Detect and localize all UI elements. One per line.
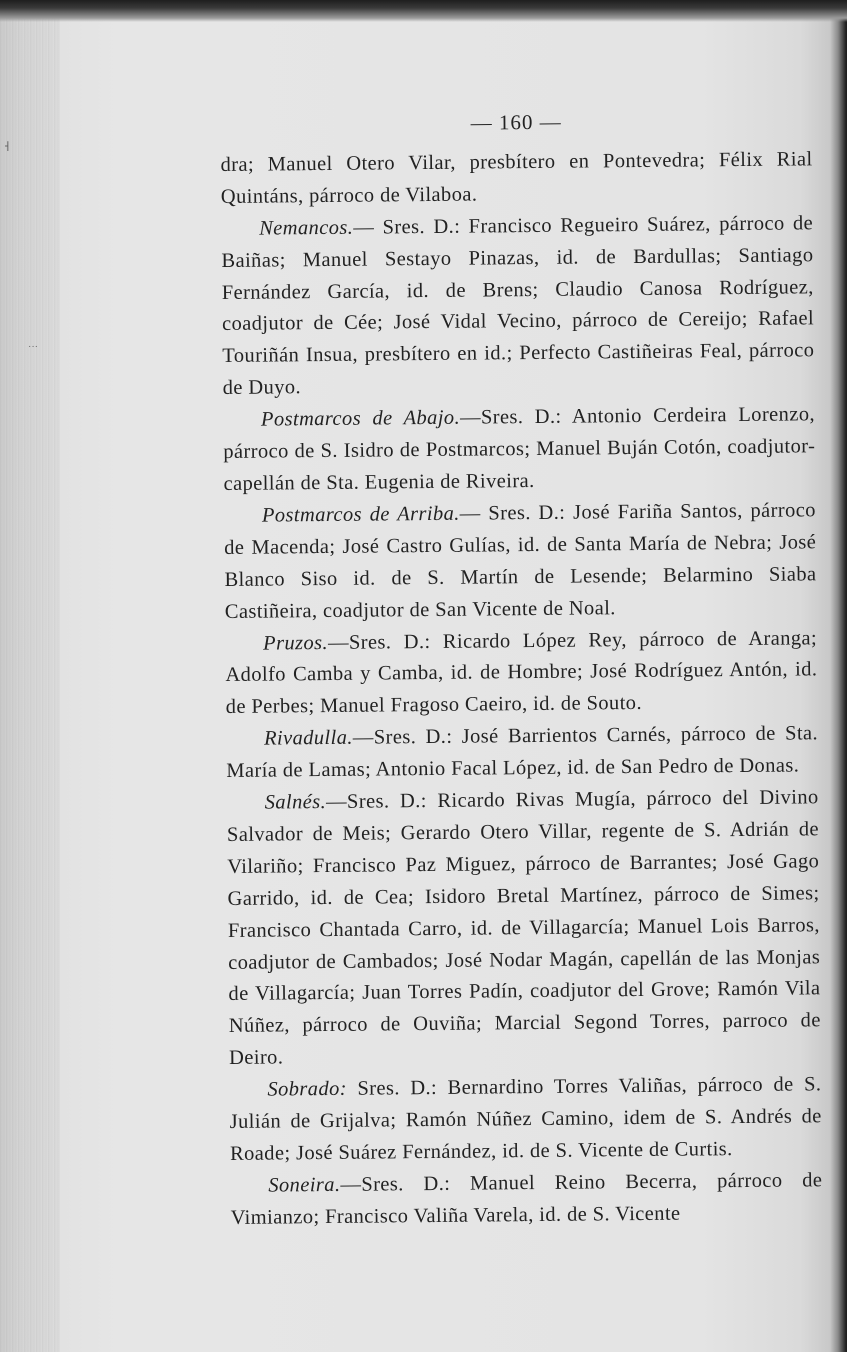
page-content	[220, 104, 823, 1234]
paragraph-text: —Sres. D.: Manuel Reino Becerra, párroco de Vimianzo; Francisco Valiña Varela, id. de S. Vicente	[230, 1169, 823, 1229]
page-number: — 160 —	[470, 109, 562, 135]
place-name: Salnés.	[264, 791, 327, 814]
place-name: Postmarcos de Abajo.	[260, 406, 461, 431]
paragraph-nemancos	[221, 208, 815, 405]
paragraph-sobrado	[229, 1069, 822, 1170]
paragraph-postmarcos-arriba	[224, 495, 817, 628]
paragraph-text: — Sres. D.: José Fariña Santos, párroco de Macenda; José Castro Gulías, id. de Santa María de Nebra; José Blanco Siso id. de S. Martín de Lesende; Belarmino Siaba Castiñeira, coadjutor de San Vicente de Noal.	[224, 499, 817, 623]
paragraph-salnes	[227, 782, 822, 1075]
place-name: Nemancos.	[259, 216, 354, 240]
book-page-edges	[0, 18, 60, 1352]
place-name: Rivadulla.	[263, 726, 353, 750]
margin-mark: ˙˙˙	[28, 345, 38, 356]
paragraph-text: —Sres. D.: Antonio Cerdeira Lorenzo, párroco de S. Isidro de Postmarcos; Manuel Buján Cotón, coadjutor-capellán de Sta. Eugenia de Riveira.	[223, 403, 816, 495]
place-name: Soneira.	[268, 1173, 341, 1197]
place-name: Pruzos.	[263, 631, 329, 655]
paragraph-text: dra; Manuel Otero Vilar, presbítero en Pontevedra; Félix Rial Quintáns, párroco de Vilaboa.	[220, 148, 813, 208]
paragraph-text: —Sres. D.: José Barrientos Carnés, párroco de Sta. María de Lamas; Antonio Facal López, id. de San Pedro de Donas.	[226, 722, 819, 783]
paragraph-rivadulla	[226, 719, 819, 788]
top-shadow	[0, 0, 847, 22]
paragraph-soneira	[230, 1165, 823, 1234]
paragraph-pruzos	[225, 623, 818, 724]
paragraph-text: —Sres. D.: Ricardo López Rey, párroco de Aranga; Adolfo Camba y Camba, id. de Hombre; José Rodríguez Antón, id. de Perbes; Manuel Fragoso Caeiro, id. de Souto.	[225, 626, 818, 719]
paragraph-text: Sres. D.: Bernardino Torres Valiñas, párroco de S. Julián de Grijalva; Ramón Núñez Camino, idem de S. Andrés de Roade; José Suárez Fernández, id. de S. Vicente de Curtis.	[229, 1073, 822, 1165]
place-name: Sobrado:	[267, 1078, 348, 1101]
margin-mark: ˧	[4, 140, 10, 155]
place-name: Postmarcos de Arriba.	[261, 502, 460, 527]
paragraph-postmarcos-abajo	[223, 399, 816, 500]
paragraph-text: — Sres. D.: Francisco Regueiro Suárez, párroco de Baiñas; Manuel Sestayo Pinazas, id. de Bardullas; Santiago Fernández García, id. de Brens; Claudio Canosa Rodríguez, coadjutor de Cée; José Vidal Vecino, párroco de Cereijo; Rafael Touriñán Insua, presbítero en id.; Perfecto Castiñeiras Feal, párroco de Duyo.	[221, 212, 815, 400]
paragraph	[220, 144, 813, 213]
paragraph-text: —Sres. D.: Ricardo Rivas Mugía, párroco del Divino Salvador de Meis; Gerardo Otero Villar, regente de S. Adrián de Vilariño; Francisco Paz Miguez, párroco de Barrantes; José Gago Garrido, id. de Cea; Isidoro Bretal Martínez, párroco de Simes; Francisco Chantada Carro, id. de Villagarcía; Manuel Lois Barros, coadjutor de Cambados; José Nodar Magán, capellán de las Monjas de Villagarcía; Juan Torres Padín, coadjutor del Grove; Ramón Vila Núñez, párroco de Ouviña; Marcial Segond Torres, parroco de Deiro.	[226, 786, 821, 1070]
